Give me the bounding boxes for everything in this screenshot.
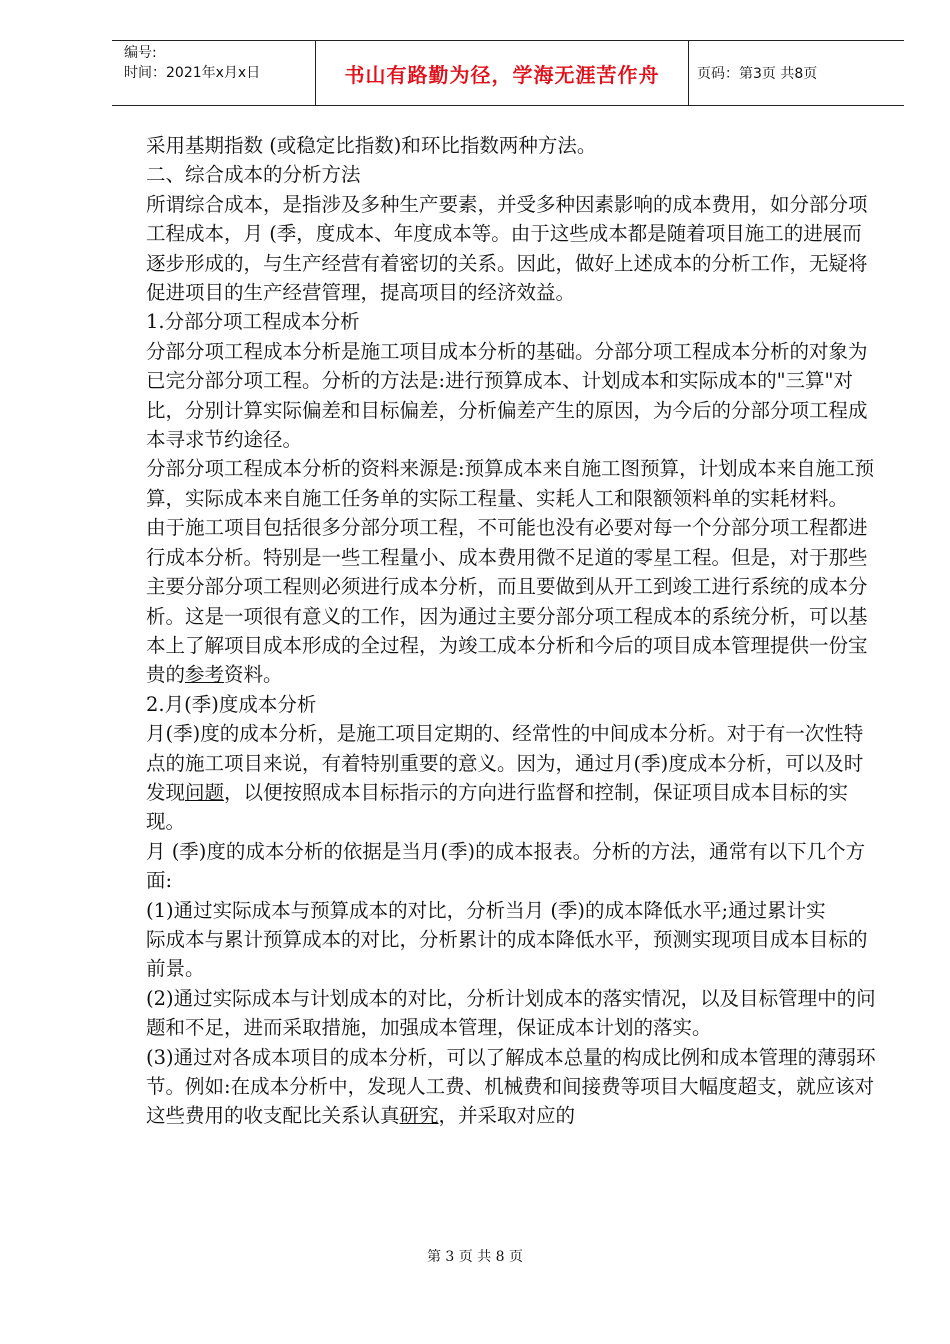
- paragraph-text: 由于施工项目包括很多分部分项工程，不可能也没有必要对每一个分部分项工程都进行成本分析。特别是一些工程量小、成本费用微不足道的零星工程。但是，对于那些主要分部分项工程则必须进行成本分析，而且要做到从开工到竣工进行系统的成本分析。这是一项很有意义的工作，因为通过主要分部分项工程成本的系统分析，可以基本上了解项目成本形成的全过程，为竣工成本分析和今后的项目成本管理提供一份宝贵的: [146, 516, 868, 687]
- subsection-heading: 1.分部分项工程成本分析: [146, 310, 360, 334]
- document-time-label: 时间：2021年x月x日: [124, 65, 261, 81]
- list-item: (1)通过实际成本与预算成本的对比，分析当月 (季)的成本降低水平;通过累计实: [146, 898, 826, 922]
- document-body: [146, 131, 876, 1131]
- paragraph: 分部分项工程成本分析的资料来源是:预算成本来自施工图预算，计划成本来自施工预算，实际成本来自施工任务单的实际工程量、实耗人工和限额领料单的实耗材料。: [146, 457, 875, 510]
- paragraph-text: ，并采取对应的: [438, 1104, 576, 1128]
- reference-link[interactable]: 参考: [185, 663, 225, 687]
- document-number-label: 编号:: [124, 45, 157, 61]
- research-link[interactable]: 研究: [399, 1104, 439, 1128]
- paragraph: 采用基期指数 (或稳定比指数)和环比指数两种方法。: [146, 134, 597, 157]
- page-header: [112, 40, 904, 106]
- subsection-heading: 2.月(季)度成本分析: [146, 692, 317, 716]
- list-item: (2)通过实际成本与计划成本的对比，分析计划成本的落实情况，以及目标管理中的问题和不足，进而采取措施，加强成本管理，保证成本计划的落实。: [146, 986, 876, 1040]
- paragraph: 分部分项工程成本分析是施工项目成本分析的基础。分部分项工程成本分析的对象为已完分部分项工程。分析的方法是:进行预算成本、计划成本和实际成本的"三算"对比，分别计算实际偏差和目标偏差，分析偏差产生的原因，为今后的分部分项工程成本寻求节约途径。: [146, 339, 868, 452]
- paragraph: 所谓综合成本，是指涉及多种生产要素，并受多种因素影响的成本费用，如分部分项工程成本，月 (季，度成本、年度成本等。由于这些成本都是随着项目施工的进展而逐步形成的，与生产经营有着密切的关系。因此，做好上述成本的分析工作，无疑将促进项目的生产经营管理，提高项目的经济效益。: [146, 192, 868, 305]
- section-heading: 二、综合成本的分析方法: [146, 163, 361, 187]
- list-item: [146, 1043, 876, 1131]
- header-motto: 书山有路勤为径，学海无涯苦作舟: [315, 41, 689, 105]
- paragraph: [146, 513, 876, 689]
- problem-link[interactable]: 问题: [185, 780, 225, 804]
- paragraph-text: 资料。: [224, 663, 283, 687]
- paragraph-text: 月(季)度的成本分析，是施工项目定期的、经常性的中间成本分析。对于有一次性特点的施工项目来说，有着特别重要的意义。因为，通过月(季)度成本分析，可以及时发现: [146, 722, 864, 804]
- header-page-info: 页码：第3页 共8页: [697, 66, 818, 82]
- paragraph-text: ，以便按照成本目标指示的方向进行监督和控制，保证项目成本目标的实现。: [146, 780, 849, 834]
- page-footer: 第 3 页 共 8 页: [426, 1249, 524, 1265]
- paragraph: [146, 719, 876, 837]
- paragraph: 月 (季)度的成本分析的依据是当月(季)的成本报表。分析的方法，通常有以下几个方面:: [146, 839, 866, 893]
- paragraph-text: (3)通过对各成本项目的成本分析，可以了解成本总量的构成比例和成本管理的薄弱环节。例如:在成本分析中，发现人工费、机械费和间接费等项目大幅度超支，就应该对这些费用的收支配比关系认真: [146, 1045, 876, 1128]
- paragraph: 际成本与累计预算成本的对比，分析累计的成本降低水平，预测实现项目成本目标的前景。: [146, 927, 868, 981]
- header-meta: [112, 41, 315, 105]
